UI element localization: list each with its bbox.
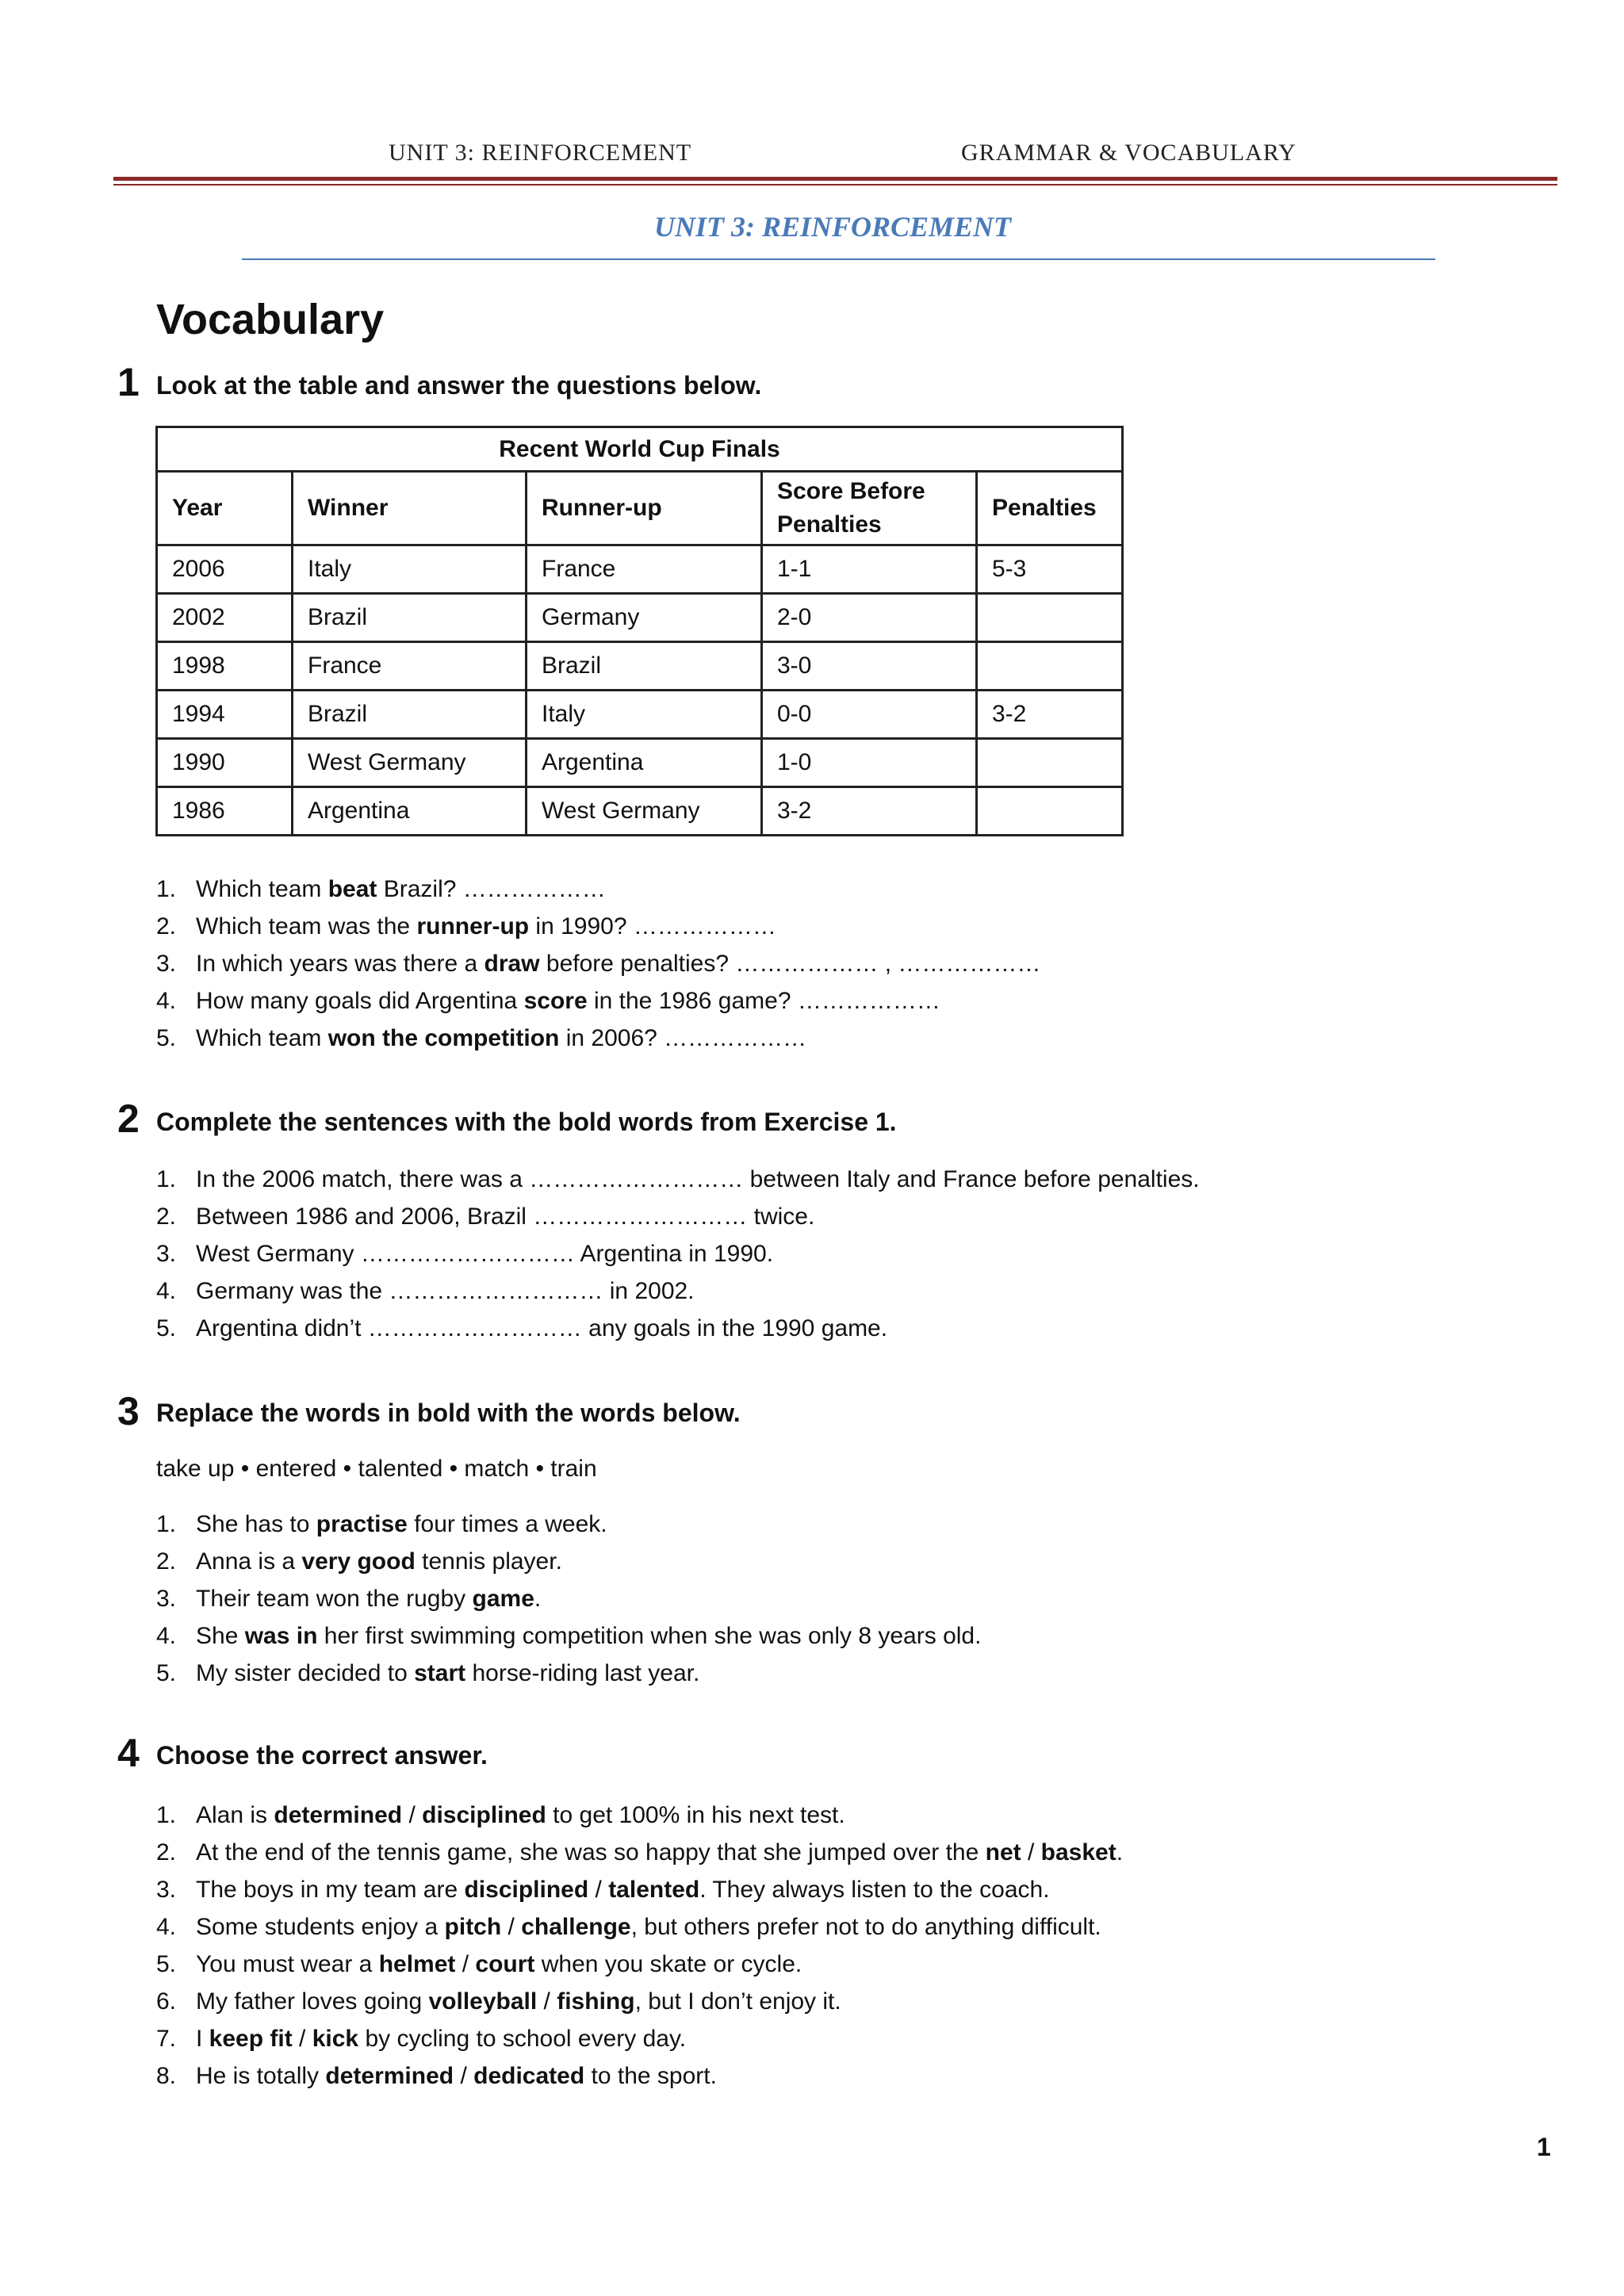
item-text: In which years was there a <box>196 951 485 977</box>
item-number: 3. <box>156 951 177 977</box>
item-text: four times a week. <box>407 1511 607 1537</box>
list-item <box>156 908 1040 945</box>
item-number: 4. <box>156 988 177 1014</box>
item-text: . <box>1116 1839 1124 1866</box>
table-cell: Argentina <box>293 787 527 836</box>
table-cell <box>977 787 1123 836</box>
item-text: tennis player. <box>415 1548 562 1575</box>
list-item <box>156 1617 981 1655</box>
table-cell: Germany <box>527 594 762 642</box>
ex4-sentences <box>156 1797 1123 2095</box>
item-number: 2. <box>156 1203 177 1230</box>
bold-word: runner-up <box>416 913 530 939</box>
item-number: 8. <box>156 2063 177 2089</box>
list-item <box>156 982 1040 1020</box>
list-item <box>156 1543 981 1580</box>
item-number: 5. <box>156 1315 177 1341</box>
item-text: At the end of the tennis game, she was so happy that she jumped over the <box>196 1839 986 1866</box>
table-cell: 1-0 <box>762 739 977 787</box>
table-cell: 3-2 <box>762 787 977 836</box>
item-text: Some students enjoy a <box>196 1914 445 1940</box>
table-cell: 2006 <box>157 545 293 594</box>
item-text: in the 1986 game? ……………… <box>587 988 940 1014</box>
item-text: You must wear a <box>196 1951 379 1977</box>
ex3-title: Replace the words in bold with the words below. <box>156 1399 741 1427</box>
item-number: 3. <box>156 1586 177 1612</box>
list-item <box>156 945 1040 982</box>
bold-word: was in <box>244 1623 318 1649</box>
table-cell <box>977 642 1123 691</box>
list-item <box>156 1235 1200 1272</box>
item-text: , but others prefer not to do anything difficult. <box>630 1914 1101 1940</box>
item-text: to get 100% in his next test. <box>546 1802 845 1828</box>
header-year: Year <box>157 472 293 545</box>
unit-title: UNIT 3: REINFORCEMENT <box>653 211 1012 243</box>
item-text: I <box>196 2026 209 2052</box>
item-text: In the 2006 match, there was a ……………………… between Italy and France before penalties. <box>196 1166 1200 1192</box>
list-item <box>156 2020 1123 2057</box>
item-number: 1. <box>156 1166 177 1192</box>
bold-word: helmet <box>378 1951 456 1977</box>
table-cell: Brazil <box>527 642 762 691</box>
section-heading: Vocabulary <box>156 296 385 343</box>
list-item <box>156 871 1040 908</box>
item-text: My sister decided to <box>196 1660 415 1686</box>
list-item <box>156 1834 1123 1871</box>
item-text: in 2006? ……………… <box>559 1025 807 1051</box>
header-winner: Winner <box>293 472 527 545</box>
table-row <box>157 594 1123 642</box>
list-item <box>156 1908 1123 1946</box>
item-text: Which team <box>196 876 328 902</box>
item-text: when you skate or cycle. <box>534 1951 802 1977</box>
table-cell: France <box>293 642 527 691</box>
item-text: / <box>1021 1839 1041 1866</box>
item-number: 3. <box>156 1877 177 1903</box>
bold-word: start <box>414 1660 466 1686</box>
list-item <box>156 1272 1200 1310</box>
bold-word: basket <box>1040 1839 1116 1866</box>
table-cell: 2002 <box>157 594 293 642</box>
bold-word: determined <box>325 2063 454 2089</box>
bold-word: net <box>985 1839 1021 1866</box>
item-text: Brazil? ……………… <box>377 876 606 902</box>
table-cell: 5-3 <box>977 545 1123 594</box>
list-item <box>156 1198 1200 1235</box>
item-text: Which team was the <box>196 913 417 939</box>
table-cell: West Germany <box>293 739 527 787</box>
table-cell: 2-0 <box>762 594 977 642</box>
page-number: 1 <box>1537 2133 1551 2161</box>
item-number: 5. <box>156 1951 177 1977</box>
bold-word: draw <box>484 951 540 977</box>
ex1-title: Look at the table and answer the questions below. <box>156 371 762 400</box>
item-number: 5. <box>156 1660 177 1686</box>
list-item <box>156 1655 981 1692</box>
item-text: . They always listen to the coach. <box>699 1877 1050 1903</box>
item-text: She <box>196 1623 245 1649</box>
item-text: Their team won the rugby <box>196 1586 473 1612</box>
item-text: before penalties? ……………… , ……………… <box>539 951 1041 977</box>
item-number: 2. <box>156 913 177 939</box>
list-item <box>156 1983 1123 2020</box>
bold-word: very good <box>301 1548 416 1575</box>
word-bank: take up • entered • talented • match • train <box>156 1456 597 1482</box>
table-cell: France <box>527 545 762 594</box>
table-cell: Brazil <box>293 691 527 739</box>
item-text: My father loves going <box>196 1988 429 2015</box>
item-text: He is totally <box>196 2063 326 2089</box>
ex4-title: Choose the correct answer. <box>156 1741 488 1770</box>
bold-word: pitch <box>444 1914 502 1940</box>
item-text: She has to <box>196 1511 316 1537</box>
item-number: 2. <box>156 1839 177 1866</box>
table-cell: 3-0 <box>762 642 977 691</box>
table-cell: 1-1 <box>762 545 977 594</box>
item-number: 2. <box>156 1548 177 1575</box>
item-text: West Germany ……………………… Argentina in 1990. <box>196 1241 774 1267</box>
ex2-number: 2 <box>117 1096 140 1141</box>
table-cell: Italy <box>527 691 762 739</box>
ex3-number: 3 <box>117 1389 140 1433</box>
item-number: 3. <box>156 1241 177 1267</box>
item-number: 4. <box>156 1623 177 1649</box>
item-text: The boys in my team are <box>196 1877 465 1903</box>
item-text: Germany was the ……………………… in 2002. <box>196 1278 695 1304</box>
world-cup-table <box>155 426 1124 836</box>
item-number: 7. <box>156 2026 177 2052</box>
list-item <box>156 2057 1123 2095</box>
item-text: Argentina didn’t ……………………… any goals in the 1990 game. <box>196 1315 888 1341</box>
list-item <box>156 1797 1123 1834</box>
item-text: horse-riding last year. <box>465 1660 700 1686</box>
item-text: Which team <box>196 1025 328 1051</box>
table-row <box>157 545 1123 594</box>
bold-word: court <box>475 1951 535 1977</box>
list-item <box>156 1161 1200 1198</box>
bold-word: won the competition <box>327 1025 560 1051</box>
table-cell: 1994 <box>157 691 293 739</box>
table-row <box>157 739 1123 787</box>
table-row <box>157 691 1123 739</box>
item-text: Anna is a <box>196 1548 302 1575</box>
item-number: 1. <box>156 1802 177 1828</box>
header-rule-thin <box>113 184 1557 186</box>
ex1-number: 1 <box>117 360 140 404</box>
bold-word: disciplined <box>422 1802 546 1828</box>
bold-word: beat <box>327 876 377 902</box>
title-rule <box>242 258 1435 260</box>
bold-word: score <box>523 988 588 1014</box>
item-text: / <box>537 1988 557 2015</box>
item-text: How many goals did Argentina <box>196 988 524 1014</box>
table-row <box>157 642 1123 691</box>
bold-word: disciplined <box>464 1877 589 1903</box>
list-item <box>156 1020 1040 1057</box>
table-cell: 1990 <box>157 739 293 787</box>
table-row <box>157 787 1123 836</box>
bold-word: fishing <box>557 1988 635 2015</box>
table-cell: 0-0 <box>762 691 977 739</box>
table-caption: Recent World Cup Finals <box>157 427 1123 472</box>
table-cell <box>977 594 1123 642</box>
list-item <box>156 1506 981 1543</box>
list-item <box>156 1580 981 1617</box>
table-cell: 1986 <box>157 787 293 836</box>
item-text: to the sport. <box>584 2063 717 2089</box>
item-text: . <box>534 1586 542 1612</box>
list-item <box>156 1310 1200 1347</box>
table-cell: Italy <box>293 545 527 594</box>
item-text: / <box>292 2026 312 2052</box>
item-text: Between 1986 and 2006, Brazil ……………………… twice. <box>196 1203 815 1230</box>
item-text: by cycling to school every day. <box>358 2026 687 2052</box>
table-cell: Brazil <box>293 594 527 642</box>
ex3-sentences <box>156 1506 981 1692</box>
header-left: UNIT 3: REINFORCEMENT <box>389 140 692 166</box>
item-text: / <box>402 1802 423 1828</box>
ex2-title: Complete the sentences with the bold words from Exercise 1. <box>156 1108 897 1136</box>
item-number: 6. <box>156 1988 177 2015</box>
header-runner-up: Runner-up <box>527 472 762 545</box>
table-header-row <box>157 472 1123 545</box>
bold-word: kick <box>312 2026 359 2052</box>
ex4-number: 4 <box>117 1731 140 1775</box>
table-cell: 3-2 <box>977 691 1123 739</box>
list-item <box>156 1946 1123 1983</box>
item-number: 4. <box>156 1278 177 1304</box>
table-cell: West Germany <box>527 787 762 836</box>
bold-word: challenge <box>521 1914 631 1940</box>
bold-word: keep fit <box>209 2026 293 2052</box>
bold-word: dedicated <box>473 2063 585 2089</box>
ex2-sentences <box>156 1161 1200 1347</box>
item-text: , but I don’t enjoy it. <box>634 1988 841 2015</box>
header-penalties: Penalties <box>977 472 1123 545</box>
item-text: / <box>588 1877 609 1903</box>
header-score: Score Before Penalties <box>762 472 977 545</box>
bold-word: game <box>472 1586 534 1612</box>
item-text: her first swimming competition when she was only 8 years old. <box>317 1623 982 1649</box>
item-text: / <box>454 2063 474 2089</box>
item-number: 5. <box>156 1025 177 1051</box>
table-cell: 1998 <box>157 642 293 691</box>
item-number: 1. <box>156 876 177 902</box>
list-item <box>156 1871 1123 1908</box>
item-number: 1. <box>156 1511 177 1537</box>
header-rule <box>113 177 1557 181</box>
item-text: Alan is <box>196 1802 274 1828</box>
item-text: in 1990? ……………… <box>529 913 776 939</box>
ex1-questions <box>156 871 1040 1057</box>
header-right: GRAMMAR & VOCABULARY <box>961 140 1297 166</box>
item-text: / <box>455 1951 476 1977</box>
item-number: 4. <box>156 1914 177 1940</box>
bold-word: volleyball <box>428 1988 538 2015</box>
table-cell <box>977 739 1123 787</box>
bold-word: talented <box>608 1877 700 1903</box>
bold-word: determined <box>274 1802 403 1828</box>
item-text: / <box>501 1914 522 1940</box>
table-cell: Argentina <box>527 739 762 787</box>
bold-word: practise <box>316 1511 408 1537</box>
